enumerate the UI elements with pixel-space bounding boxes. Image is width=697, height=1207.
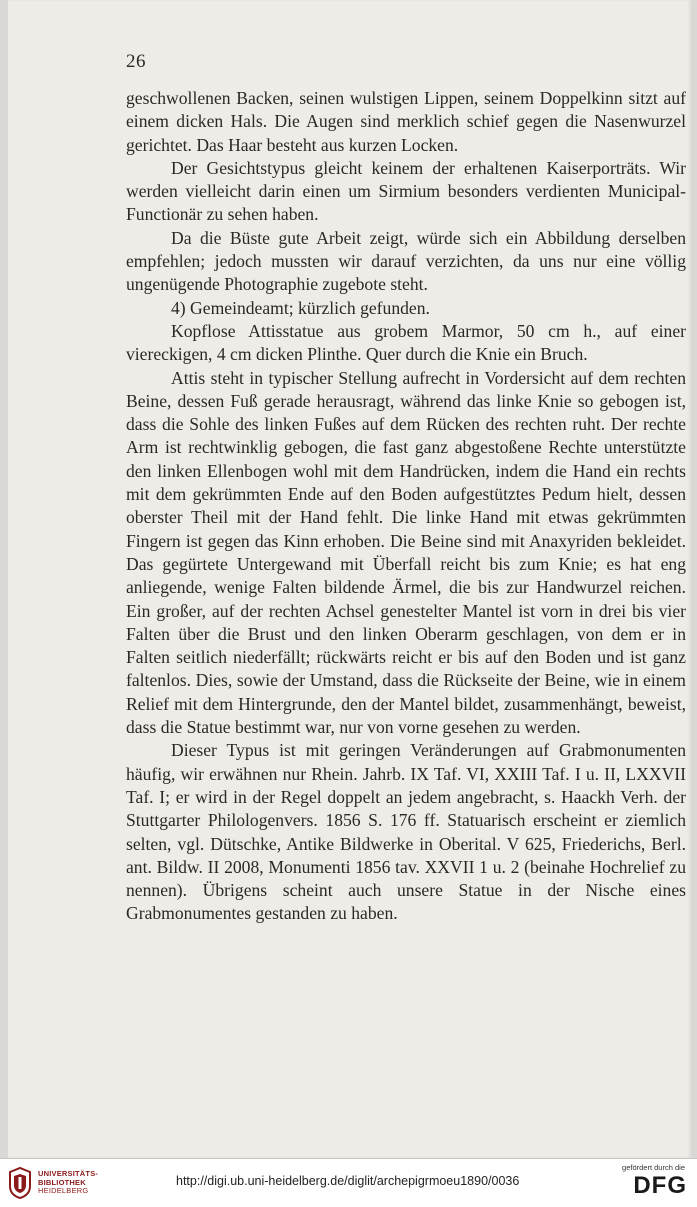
- logo-line-1: UNIVERSITÄTS-: [38, 1169, 99, 1178]
- logo-line-3: HEIDELBERG: [38, 1186, 89, 1196]
- permalink-url[interactable]: http://digi.ub.uni-heidelberg.de/diglit/archepigrmoeu1890/0036: [176, 1174, 520, 1188]
- heidelberg-crest-icon: [8, 1166, 32, 1200]
- dfg-logo[interactable]: [617, 1163, 687, 1203]
- paragraph: geschwollenen Backen, seinen wulstigen Lippen, seinem Doppelkinn sitzt auf einem dicken Hals. Die Augen sind merklich schief gegen die Nasenwurzel gerichtet. Das Haar besteht aus kurzen Locken.: [126, 88, 686, 155]
- paragraph: Kopflose Attisstatue aus grobem Marmor, 50 cm h., auf einer viereckigen, 4 cm dicken Plinthe. Quer durch die Knie ein Bruch.: [126, 320, 686, 365]
- dfg-caption: gefördert durch die: [622, 1163, 685, 1172]
- paragraph: Der Gesichtstypus gleicht keinem der erhaltenen Kaiserporträts. Wir werden vielleicht darin einen um Sirmium besonders verdienten Municipal-Functionär zu sehen haben.: [126, 157, 686, 225]
- viewer-footer: [0, 1158, 697, 1207]
- paragraph-heading: 4) Gemeindeamt; kürzlich gefunden.: [171, 297, 430, 318]
- body-text: [126, 87, 686, 926]
- page-number: 26: [126, 51, 146, 72]
- university-library-logo[interactable]: [8, 1166, 168, 1200]
- logo-line-2: BIBLIOTHEK: [38, 1177, 86, 1187]
- logo-text: [38, 1170, 98, 1196]
- paragraph: Attis steht in typischer Stellung aufrecht in Vordersicht auf dem rechten Beine, dessen Fuß gerade herausragt, während das linke Knie so gebogen ist, dass die Sohle des linken Fußes auf dem Rücken des rechten ruht. Der rechte Arm ist rechtwinklig gebogen, die fast ganz abgestoßene Rechte unterstützte den linken Ellenbogen wohl mit dem Handrücken, indem die Hand ein rechts mit dem gekrümmten Ende auf den Boden aufgestütztes Pedum hielt, dessen oberster Theil mit der Hand fehlt. Die linke Hand mit etwas gekrümmten Fingern ist gegen das Kinn erhoben. Die Beine sind mit Anaxyriden bekleidet. Das gegürtete Untergewand mit Überfall reicht bis zum Knie; es hat eng anliegende, wenige Falten bildende Ärmel, die bis zur Handwurzel reichen. Ein großer, auf der rechten Achsel genestelter Mantel ist vorn in drei bis vier Falten über die Brust und den linken Oberarm geschlagen, von dem er in Falten seitlich niederfällt; rückwärts reicht er bis auf den Boden und ist ganz faltenlos. Dies, sowie der Umstand, dass die Rückseite der Beine, wie in einem Relief mit dem Hintergrunde, den der Mantel bildet, zusammenhängt, beweist, dass die Statue bestimmt war, nur von vorne gesehen zu werden.: [126, 367, 686, 738]
- paragraph: Dieser Typus ist mit geringen Veränderungen auf Grabmonumenten häufig, wir erwähnen nur Rhein. Jahrb. IX Taf. VI, XXIII Taf. I u. II, LXXVII Taf. I; er wird in der Regel doppelt an jedem angebracht, s. Haackh Verh. der Stuttgarter Philologenvers. 1856 S. 176 ff. Statuarisch erscheint er ziemlich selten, vgl. Dütschke, Antike Bildwerke in Oberital. V 625, Friederichs, Berl. ant. Bildw. II 2008, Monumenti 1856 tav. XXVII 1 u. 2 (beinahe Hochrelief zu nennen). Übrigens scheint auch unsere Statue in der Nische eines Grabmonumentes gestanden zu haben.: [126, 740, 686, 924]
- paragraph: Da die Büste gute Arbeit zeigt, würde sich ein Abbildung derselben empfehlen; jedoch mussten wir darauf verzichten, da uns nur eine völlig ungenügende Photographie zugebote steht.: [126, 227, 686, 295]
- scanned-page: [8, 0, 691, 1158]
- dfg-wordmark: DFG: [633, 1172, 687, 1199]
